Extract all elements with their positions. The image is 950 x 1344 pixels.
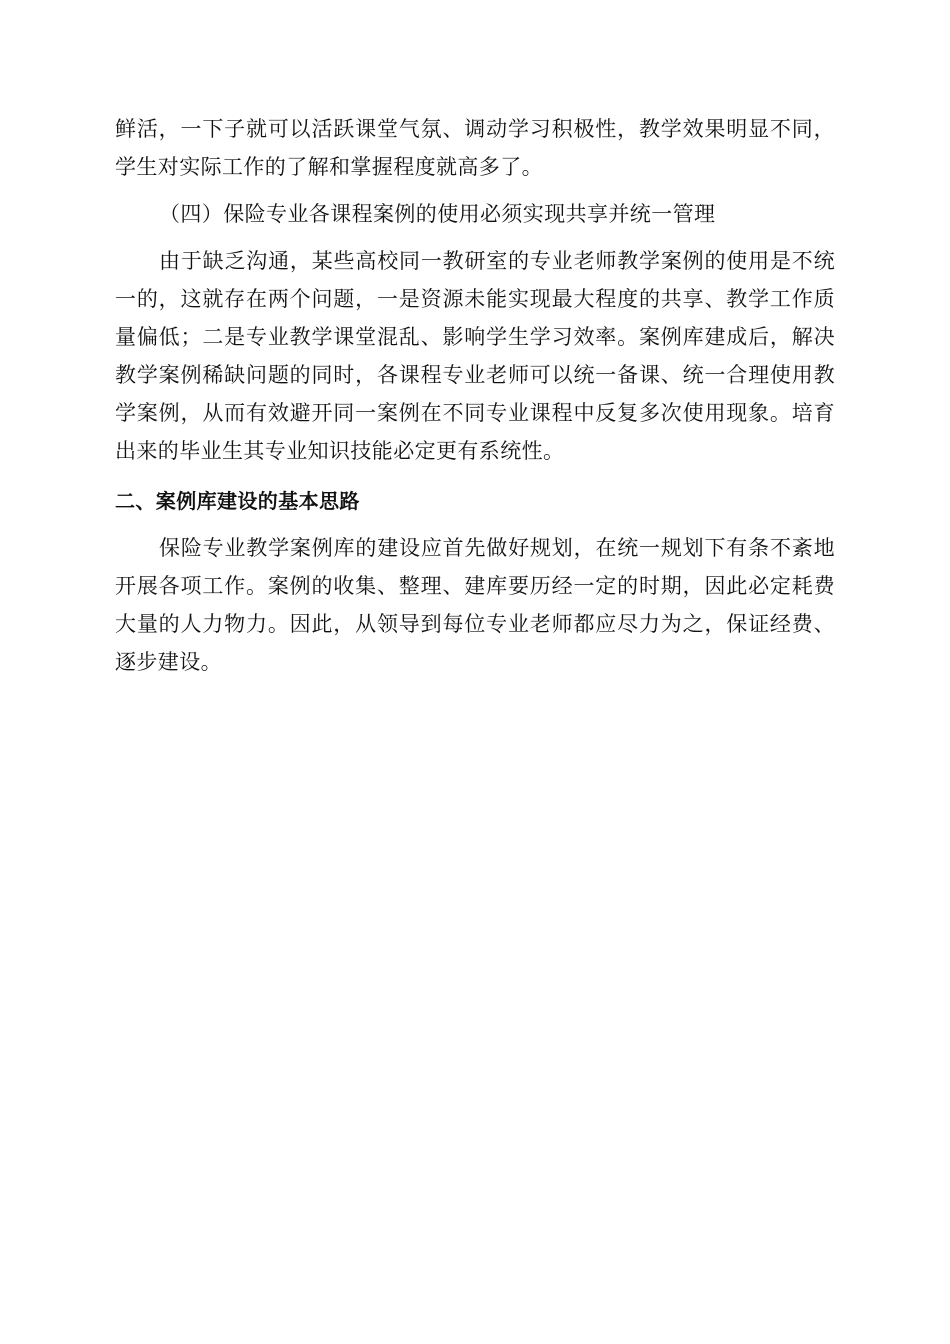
section-two-heading: 二、案例库建设的基本思路 [115,489,360,513]
subheading-four: （四）保险专业各课程案例的使用必须实现共享并统一管理 [159,202,716,226]
document-page [115,110,835,681]
paragraph-continued: 鲜活，一下子就可以活跃课堂气氛、调动学习积极性，教学效果明显不同，学生对实际工作的了解和掌握程度就高多了。 [115,117,835,179]
paragraph-four: 由于缺乏沟通，某些高校同一教研室的专业老师教学案例的使用是不统一的，这就存在两个问题，一是资源未能实现最大程度的共享、教学工作质量偏低；二是专业教学课堂混乱、影响学生学习效率。案例库建成后，解决教学案例稀缺问题的同时，各课程专业老师可以统一备课、统一合理使用教学案例，从而有效避开同一案例在不同专业课程中反复多次使用现象。培育出来的毕业生其专业知识技能必定更有系统性。 [115,249,835,463]
paragraph-section-two: 保险专业教学案例库的建设应首先做好规划，在统一规划下有条不紊地开展各项工作。案例的收集、整理、建库要历经一定的时期，因此必定耗费大量的人力物力。因此，从领导到每位专业老师都应尽力为之，保证经费、逐步建设。 [115,536,835,674]
